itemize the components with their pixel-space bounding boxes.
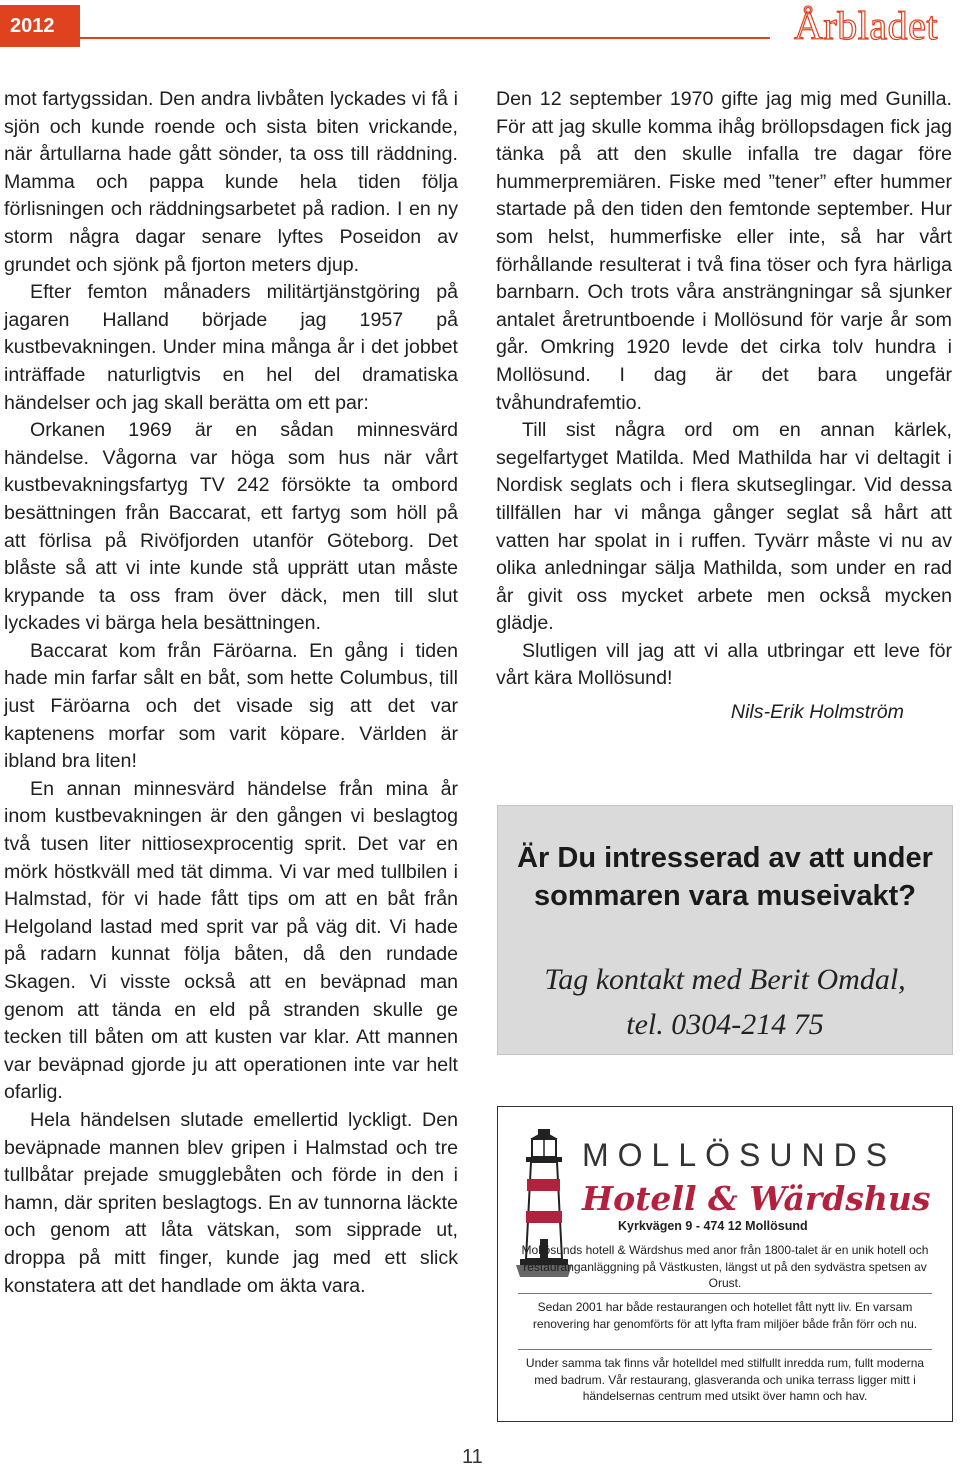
paragraph: Den 12 september 1970 gifte jag mig med Gunilla. För att jag skulle komma ihåg bröllopsdagen fick jag tänka på att den skulle infalla tre dagar före hummerpremiären. Fiske med ”tener” efter hummer startade på den tiden den femtonde september. Hur som helst, hummerfiske eller inte, så har vårt förhållande resulterat i två fina töser och fyra härliga barnbarn. Och trots våra ansträngningar så sjunker antalet åretruntboende i Mollösund för varje år som går. Omkring 1920 levde det cirka tolv hundra i Mollösund. I dag är det bara ungefär tvåhundrafemtio. — [496, 88, 952, 414]
right-column — [496, 86, 952, 727]
hotel-description: Under samma tak finns vår hotelldel med stilfullt inredda rum, fullt moderna med badrum. Vår restaurang, glasveranda och unika terrass ligger mitt i händelsernas centrum med utsikt över hamn och hav. — [525, 1356, 925, 1403]
author-signature: Nils-Erik Holmström — [730, 701, 904, 724]
paragraph: Hela händelsen slutade emellertid lyckligt. Den beväpnade mannen blev gripen i Halmstad och tre tullbåtar prejade smugglebåten och förde in den i hamn, där spriten beslagtogs. En av tunnorna läckte och genom att låta vätskan, som sipprade ut, droppa på mitt finger, kunde jag med ett slick konstatera att det handlade om äkta vara. — [4, 1108, 458, 1297]
page-number: 11 — [462, 1446, 483, 1468]
header-rule — [80, 37, 770, 39]
left-column — [4, 86, 458, 1300]
paragraph: Slutligen vill jag att vi alla utbringar ett leve för vårt kära Mollösund! — [496, 639, 952, 690]
ad-title: Är Du intresserad av att under sommaren vara museivakt? — [517, 842, 933, 912]
divider — [518, 1293, 932, 1294]
hotel-description: Sedan 2001 har både restaurangen och hotellet fått nytt liv. En varsam renovering har genomförts för att lyfta fram miljöer både från förr och nu. — [532, 1300, 918, 1331]
hotel-address: Kyrkvägen 9 - 474 12 Mollösund — [618, 1219, 808, 1233]
hotel-name: MOLLÖSUNDS — [582, 1137, 897, 1173]
divider — [518, 1349, 932, 1350]
hotel-ad — [497, 1106, 953, 1422]
masthead-title: Årbladet — [794, 3, 938, 48]
paragraph: Efter femton månaders militärtjänstgöring på jagaren Halland började jag 1957 på kustbevakningen. Under mina många år i det jobbet inträffade naturligtvis en hel del dramatiska händelser och jag skall berätta om ett par: — [4, 281, 458, 414]
paragraph: Orkanen 1969 är en sådan minnesvärd händelse. Vågorna var höga som hus när vårt kustbevakningsfartyg TV 242 försökte ta ombord besättningen från Baccarat, ett fartyg som höll på att förlisa på Rivöfjorden utanför Göteborg. Det blåste så att vi inte kunde stå upprätt utan måste krypande ta oss fram över däck, men till slut lyckades vi bärga hela besättningen. — [4, 419, 458, 635]
hotel-script-name: Hotell & Wärdshus — [582, 1179, 931, 1218]
museum-guard-ad — [497, 805, 953, 1055]
hotel-description: Mollösunds hotell & Wärdshus med anor från 1800-talet är en unik hotell och restauranganläggning på Västkusten, längst ut på den sydvästra spetsen av Orust. — [521, 1243, 929, 1290]
paragraph: mot fartygssidan. Den andra livbåten lyckades vi få i sjön och kunde roende och sista biten vrickande, när årtullarna hade gått sönder, ta oss till räddning. Mamma och pappa kunde hela tiden följa förlisningen och räddningsarbetet på radion. I en ny storm några dagar senare lyftes Poseidon av grundet och sjönk på fjorton meters djup. — [4, 88, 458, 276]
paragraph: Till sist några ord om en annan kärlek, segelfartyget Matilda. Med Mathilda har vi deltagit i Nordisk seglats och i flera skutseglingar. Vid dessa tillfällen har vi många gånger seglat så hårt att vatten har spolat in i ruffen. Tyvärr måste vi nu av olika anledningar sälja Mathilda, som under en rad år givit oss mycket arbete men också mycken glädje. — [496, 419, 952, 635]
ad-contact-name: Tag kontakt med Berit Omdal, — [544, 963, 906, 996]
ad-contact-phone: tel. 0304-214 75 — [626, 1008, 824, 1041]
year-tab: 2012 — [0, 5, 80, 47]
paragraph: Baccarat kom från Färöarna. En gång i tiden hade min farfar sålt en båt, som hette Columbus, till just Färöarna och det visade sig att det var kaptenens morfar som varit köpare. Världen är ibland bra liten! — [4, 639, 458, 773]
page-header — [0, 0, 960, 52]
paragraph: En annan minnesvärd händelse från mina år inom kustbevakningen är den gången vi beslagtog två tusen liter nittiosexprocentig sprit. Det var en mörk höstkväll med tät dimma. Vi var med tullbilen i Halmstad, för vi hade fått tips om att en båt från Helgoland lastad med sprit var på väg dit. Vi hade på radarn kunnat följa båten, då den rundade Skagen. Vi visste också att en beväpnad man genom att tända en eld på stranden skulle ge tecken till båten om att kusten var klar. Att mannen var beväpnad gjorde ju att operationen inte var helt ofarlig. — [4, 777, 458, 1104]
